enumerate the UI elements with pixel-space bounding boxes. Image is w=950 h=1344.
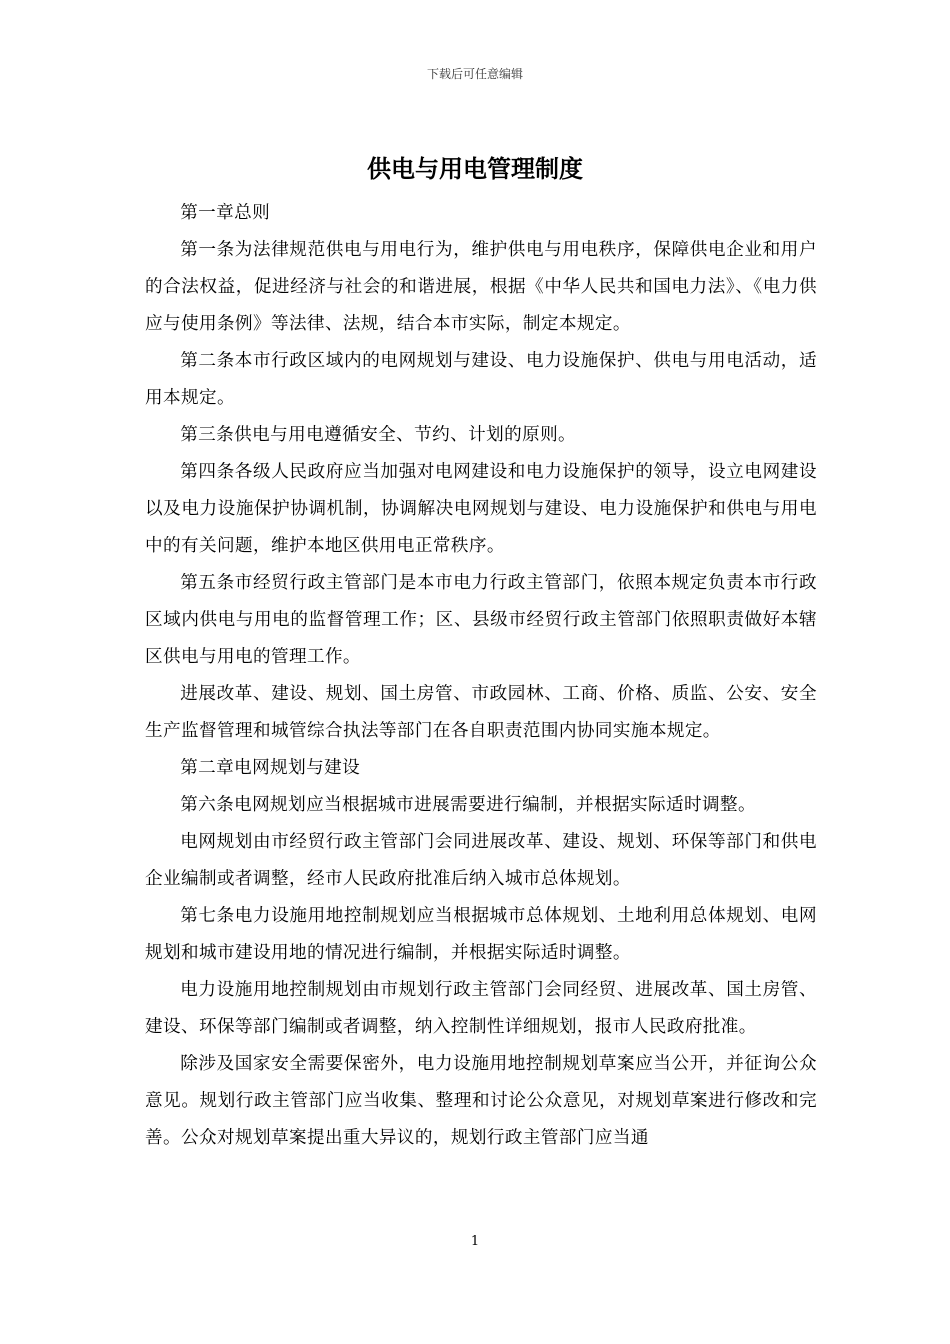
article-paragraph: 第一条为法律规范供电与用电行为，维护供电与用电秩序，保障供电企业和用户的合法权益，促进经济与社会的和谐进展，根据《中华人民共和国电力法》、《电力供应与使用条例》等法律、法规，结合本市实际，制定本规定。 [145,240,817,334]
article-paragraph: 除涉及国家安全需要保密外，电力设施用地控制规划草案应当公开，并征询公众意见。规划行政主管部门应当收集、整理和讨论公众意见，对规划草案进行修改和完善。公众对规划草案提出重大异议的，规划行政主管部门应当通 [145,1054,817,1148]
document-title: 供电与用电管理制度 [367,154,583,183]
article-paragraph: 电网规划由市经贸行政主管部门会同进展改革、建设、规划、环保等部门和供电企业编制或者调整，经市人民政府批准后纳入城市总体规划。 [145,832,817,889]
chapter-heading: 第二章电网规划与建设 [180,758,361,778]
page-header-note: 下载后可任意编辑 [426,67,523,81]
article-paragraph: 进展改革、建设、规划、国土房管、市政园林、工商、价格、质监、公安、安全生产监督管理和城管综合执法等部门在各自职责范围内协同实施本规定。 [145,684,817,741]
chapter-heading: 第一章总则 [180,203,271,223]
article-paragraph: 第六条电网规划应当根据城市进展需要进行编制，并根据实际适时调整。 [180,795,756,815]
page-number: 1 [470,1234,480,1249]
article-paragraph: 第二条本市行政区域内的电网规划与建设、电力设施保护、供电与用电活动，适用本规定。 [145,351,817,408]
document-body [145,195,817,1157]
article-paragraph: 第三条供电与用电遵循安全、节约、计划的原则。 [180,425,577,445]
article-paragraph: 第四条各级人民政府应当加强对电网建设和电力设施保护的领导，设立电网建设以及电力设施保护协调机制，协调解决电网规划与建设、电力设施保护和供电与用电中的有关问题，维护本地区供用电正常秩序。 [145,462,817,556]
article-paragraph: 第七条电力设施用地控制规划应当根据城市总体规划、土地利用总体规划、电网规划和城市建设用地的情况进行编制，并根据实际适时调整。 [145,906,817,963]
article-paragraph: 第五条市经贸行政主管部门是本市电力行政主管部门，依照本规定负责本市行政区域内供电与用电的监督管理工作；区、县级市经贸行政主管部门依照职责做好本辖区供电与用电的管理工作。 [145,573,817,667]
article-paragraph: 电力设施用地控制规划由市规划行政主管部门会同经贸、进展改革、国土房管、建设、环保等部门编制或者调整，纳入控制性详细规划，报市人民政府批准。 [145,980,817,1037]
